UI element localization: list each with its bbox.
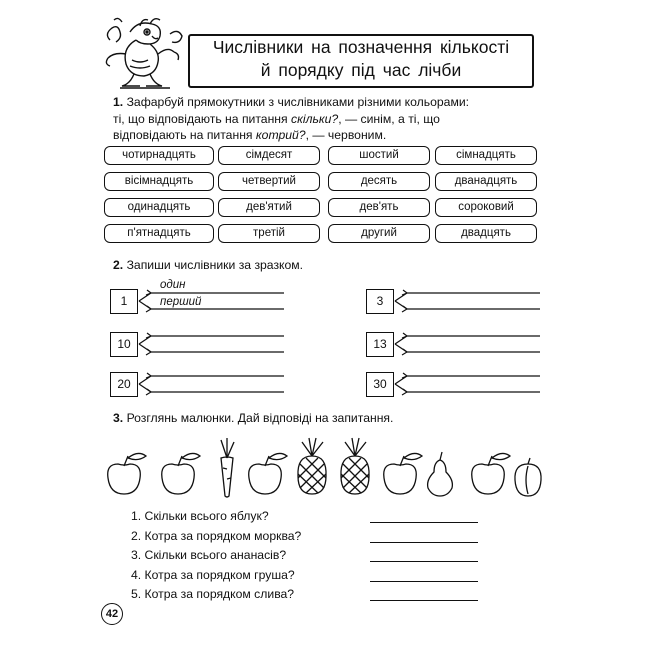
numeral-word-box[interactable]: сімдесят: [218, 146, 320, 165]
numeral-word-box[interactable]: дев'ять: [328, 198, 430, 217]
apple-icon: [384, 453, 422, 494]
apple-icon: [249, 453, 287, 494]
pear-icon: [428, 452, 453, 496]
numeral-word-box[interactable]: другий: [328, 224, 430, 243]
task3-instructions: [113, 410, 393, 427]
numeral-word-box[interactable]: сімнадцять: [435, 146, 537, 165]
carrot-icon: [221, 438, 234, 497]
numeral-word-box[interactable]: четвертий: [218, 172, 320, 191]
numeral-word-box[interactable]: одинадцять: [104, 198, 214, 217]
number-box: 13: [366, 332, 394, 357]
answer-line[interactable]: [370, 581, 478, 582]
numeral-word-box[interactable]: вісімнадцять: [104, 172, 214, 191]
task1-line3-text: відповідають на питання: [113, 128, 256, 142]
page-title: [188, 34, 534, 88]
apple-icon: [472, 453, 510, 494]
task2-number: 2.: [113, 258, 124, 272]
question-text: 5. Котра за порядком слива?: [131, 587, 295, 601]
answer-line[interactable]: [370, 561, 478, 562]
numeral-word-box[interactable]: десять: [328, 172, 430, 191]
number-box: 3: [366, 289, 394, 314]
answer-arrows: [138, 367, 288, 401]
task3-text: Розглянь малюнки. Дай відповіді на запитання.: [126, 411, 394, 425]
task3-number: 3.: [113, 411, 124, 425]
apple-icon: [108, 453, 146, 494]
numeral-word-box[interactable]: чотирнадцять: [104, 146, 214, 165]
title-line-2: й порядку під час лічби: [260, 60, 462, 80]
page-number: 42: [101, 603, 123, 625]
answer-arrows: [138, 327, 288, 361]
answer-arrows: [394, 284, 544, 318]
number-box: 30: [366, 372, 394, 397]
numeral-word-box[interactable]: двадцять: [435, 224, 537, 243]
answer-line[interactable]: [370, 600, 478, 601]
answer-line[interactable]: [370, 522, 478, 523]
task1-line2-text: ті, що відповідають на питання: [113, 111, 292, 126]
pineapple-icon: [341, 438, 369, 494]
task2-text: Запиши числівники за зразком.: [126, 258, 304, 272]
task1-number: 1.: [113, 95, 124, 109]
title-line-1: Числівники на позначення кількості: [212, 37, 510, 57]
numeral-word-box[interactable]: сороковий: [435, 198, 537, 217]
answer-line[interactable]: [370, 542, 478, 543]
plum-icon: [515, 458, 541, 496]
apple-icon: [162, 453, 200, 494]
task1-line3-end: , — червоним.: [305, 128, 387, 142]
number-box: 1: [110, 289, 138, 314]
number-box: 10: [110, 332, 138, 357]
dragon-mascot-illustration: [100, 14, 190, 94]
numeral-word-box[interactable]: дев'ятий: [218, 198, 320, 217]
numeral-word-box[interactable]: п'ятнадцять: [104, 224, 214, 243]
task1-question-skilky: скільки?: [291, 111, 339, 126]
task1-instructions: [113, 94, 539, 144]
task1-question-kotryi: котрий?: [255, 128, 306, 142]
task1-line1: Зафарбуй прямокутники з числівниками різними кольорами:: [126, 95, 470, 109]
task2-instructions: [113, 257, 303, 274]
numeral-word-box[interactable]: третій: [218, 224, 320, 243]
fruit-row-illustration: [100, 436, 550, 506]
question-text: 1. Скільки всього яблук?: [131, 509, 269, 523]
number-box: 20: [110, 372, 138, 397]
question-text: 4. Котра за порядком груша?: [131, 567, 295, 582]
answer-arrows: [394, 367, 544, 401]
numeral-word-box[interactable]: дванадцять: [435, 172, 537, 191]
example-cardinal: один: [160, 279, 186, 291]
pineapple-icon: [298, 438, 326, 494]
task1-line2-end: , — синім, а ті, що: [338, 111, 440, 126]
numeral-word-box[interactable]: шостий: [328, 146, 430, 165]
question-text: 2. Котра за порядком морква?: [131, 528, 302, 543]
example-ordinal: перший: [160, 296, 202, 308]
question-text: 3. Скільки всього ананасів?: [131, 548, 287, 562]
answer-arrows: [394, 327, 544, 361]
